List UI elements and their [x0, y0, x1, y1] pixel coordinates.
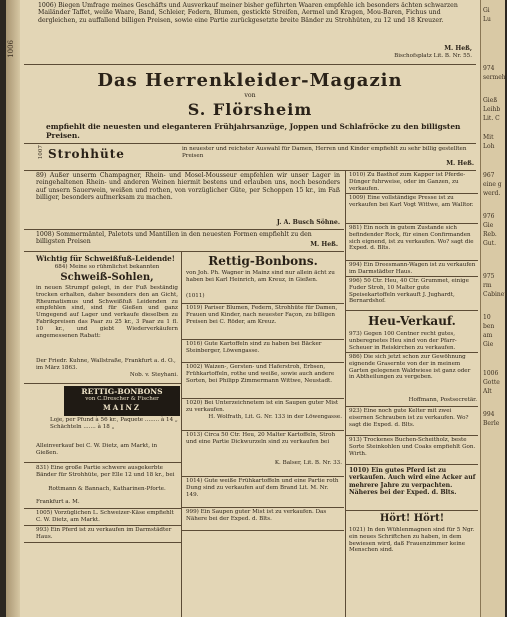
- ad-1019: 1019) Pariser Blumen, Federn, Strohhüte für Damen, Frauen und Kinder, nach neuester Façon, zu billigen Preisen bei C. Röder, am Kreuz.: [186, 305, 338, 325]
- edge-text: 10: [483, 314, 491, 321]
- divider: [346, 310, 478, 311]
- edge-text: 975: [483, 273, 495, 280]
- ad-994: 994) Ein Dreesmann-Wagen ist zu verkaufen im Darmstädter Haus.: [349, 262, 476, 275]
- ad-1010a: 1010) Zu Basthof zum Kapper ist Pferde-Dünger fuhrweise, oder im Ganzen, zu verkaufen.: [349, 172, 466, 192]
- side-label: 1006: [7, 40, 15, 58]
- divider: [182, 476, 344, 477]
- edge-text: Gieß: [483, 97, 498, 104]
- ad-1005: 1005) Vorzüglichen L. Schweizer-Käse empfiehlt C. W. Dietz, am Markt.: [36, 510, 174, 523]
- ad-1020: 1020) Bei Unterzeichnetem ist ein Saupen guter Mist zu verkaufen.: [186, 400, 339, 413]
- edge-text: 967: [483, 172, 495, 179]
- ad-831-sig: Rottmann & Bannach, Katharinen-Pforte.: [48, 486, 166, 492]
- ad-923: 923) Eine noch gute Kelter mit zwei eisernen Schrauben ist zu verkaufen. Wo? sagt die Exped. d. Blts.: [349, 408, 469, 428]
- ad-981: 981) Ein noch in gutem Zustande sich befindender Rock, für einen Confirmanden sich eignend, ist zu verkaufen. Wo? sagt die Exped. d. Blts.: [349, 225, 474, 252]
- rettig-seller: Alleinverkauf bei C. W. Dietz, am Markt, in Gießen.: [36, 443, 158, 456]
- divider: [24, 462, 181, 463]
- ad-1006-address: Bischofsplatz Lit. B. Nr. 55.: [394, 53, 472, 59]
- rettig-banner-sub: von C.Drescher & Fischer: [85, 396, 159, 402]
- ad-831: 831) Eine große Partie schwere ausgekerbte Bänder für Strohhüte, per Elle 12 und 18 kr., bei: [36, 465, 175, 478]
- divider: [24, 64, 476, 65]
- edge-text: Mit: [483, 134, 494, 141]
- divider: [24, 508, 181, 509]
- edge-text: rm: [483, 282, 492, 289]
- divider: [346, 260, 478, 261]
- edge-text: 1006: [483, 370, 499, 377]
- ad-1016: 1016) Gute Kartoffeln sind zu haben bei Bäcker Steinberger, Löwengasse.: [186, 341, 322, 354]
- edge-text: 994: [483, 411, 495, 418]
- ad-1006-text: 1006) Biegen Umfrage meines Geschäfts und Ausverkauf meiner bisher geführten Waaren empfehle ich besonders ächten schwarzen Mailänder Taffet, weiße Waare, Band, Schleier, Federn, Blumen, gestickte Streifen, Aermel und Kragen, Mou-Baren, Fichus und dergleichen, zu auffallend billigen Preisen, sowie eine Partie zurückgesetzte breite Bänder zu Strohhüten, zu 12 und 18 Kreuzer.: [38, 2, 458, 24]
- adjacent-page-edge: [480, 0, 505, 617]
- strohhuete-num: 1007: [38, 145, 44, 160]
- divider: [346, 435, 478, 436]
- ad-1008: 1008) Sommermäntel, Paletots und Mantillen in den neuesten Formen empfiehlt zu den billigsten Preisen: [36, 231, 312, 246]
- divider: [346, 352, 478, 353]
- divider: [24, 542, 181, 543]
- edge-text: Gi: [483, 7, 490, 14]
- ad-1010b: 1010) Ein gutes Pferd ist zu verkaufen. Auch wird eine Acker auf mehrere Jahre zu verpachten. Näheres bei der Exped. d. Blts.: [349, 467, 476, 497]
- divider: [346, 193, 478, 194]
- ad-1011: (1011): [186, 293, 205, 299]
- magazin-owner: S. Flörsheim: [187, 100, 313, 119]
- rettig-prices: Loje, per Pfund à 56 kr., Paquete ........ à 14 „ Schächteln ....... à 18 „: [50, 417, 178, 430]
- heu-heading: Heu-Verkauf.: [368, 314, 456, 328]
- divider: [182, 362, 344, 363]
- edge-text: Lu: [483, 16, 491, 23]
- ad-831-loc: Frankfurt a. M.: [36, 499, 80, 505]
- edge-text: Leihb: [483, 106, 501, 113]
- divider: [182, 398, 344, 399]
- edge-text: Reb.: [483, 231, 497, 238]
- edge-text: 974: [483, 65, 495, 72]
- divider: [182, 507, 344, 508]
- rettig-banner: [64, 386, 180, 416]
- ad-913: 913) Trockenes Buchen-Scheitholz, beste Sorte Steinkohlen und Coaks empfiehlt Gon. Wirth.: [349, 437, 476, 457]
- edge-text: Gotte: [483, 379, 500, 386]
- ad-684-title: Schweiß-Sohlen,: [60, 272, 154, 283]
- divider: [24, 143, 476, 144]
- magazin-text: empfiehlt die neuesten und eleganteren Frühjahrsanzüge, Joppen und Schlafröcke zu den billigsten Preisen.: [46, 122, 461, 141]
- strohhuete-text: in neuester und reichster Auswahl für Damen, Herren und Kinder empfiehlt zu sehr billig gestellten Preisen: [182, 146, 467, 159]
- edge-text: ben: [483, 323, 495, 330]
- edge-text: sermeh: [483, 74, 506, 81]
- newspaper-page: [6, 0, 480, 617]
- edge-text: Gie: [483, 222, 494, 229]
- rettig-banner-city: MAINZ: [103, 403, 141, 412]
- ad-684-text: in neuen Strumpf gelegt, in der Fuß beständig trocken erhalten, daher besonders den an Gicht, Rheumatismus und Schweißfuß Leidenden zu empfehlen sind, sind für Gießen und ganz Umgegend auf Lager und verkaufe dieselben zu Fabrikpreisen das Paar zu 25 kr., 3 Paar zu 1 fl. 10 kr., und giebt Wiederverkäufern angemessenen Rabatt:: [36, 285, 178, 339]
- ad-684-sig2: Nob. v. Steyhani.: [129, 372, 178, 378]
- ad-1009-text: von Joh. Ph. Wagner in Mainz sind nur allein ächt zu haben bei Karl Heinrich, am Kreuz, in Gießen.: [186, 270, 335, 283]
- divider: [24, 251, 344, 252]
- divider: [346, 223, 478, 224]
- divider: [24, 525, 181, 526]
- hoert-heading: Hört! Hört!: [379, 513, 445, 524]
- ad-1002: 1002) Waizen-, Gersten- und Haferstroh, Erbsen, Frühkartoffeln, rothe und weiße, sowie auch andere Sorten, bei Philipp Zimmermann Wittwe, Neustadt.: [186, 364, 335, 384]
- ad-89-signature: J. A. Busch Söhne.: [276, 219, 340, 226]
- page-gutter: [6, 0, 20, 617]
- edge-text: Alt: [483, 388, 492, 395]
- ad-986-sig: Hoffmann, Postsecretär.: [408, 397, 477, 403]
- divider: [182, 430, 344, 431]
- ad-1013: 1013) Circa 50 Ctr. Heu, 20 Malter Kartoffeln, Stroh und eine Partie Dickwurzeln sind zu verkaufen bei: [186, 432, 336, 445]
- column-rule: [181, 251, 182, 617]
- divider: [346, 510, 478, 511]
- edge-text: 976: [483, 213, 495, 220]
- ad-1006: [38, 2, 474, 24]
- edge-text: Gut.: [483, 240, 496, 247]
- divider: [346, 406, 478, 407]
- edge-text: werd.: [483, 190, 501, 197]
- divider: [24, 170, 476, 171]
- magazin-heading: Das Herrenkleider-Magazin: [97, 70, 403, 91]
- edge-text: Cabinet: [483, 291, 507, 298]
- rettig-banner-title: RETTIG-BONBONS: [81, 387, 163, 396]
- ad-999: 999) Ein Saupen guter Mist ist zu verkaufen. Das Nähere bei der Exped. d. Blts.: [186, 509, 327, 522]
- edge-text: Loh: [483, 143, 495, 150]
- strohhuete-title: Strohhüte: [48, 147, 125, 161]
- ad-1021: 1021) In den Wühlenmagnen sind für 5 Ngr. ein neues Schriftchen zu haben, in dem bewiesen wird, daß Frauenzimmer keine Menschen sind.: [349, 527, 475, 554]
- ad-986: 986) Die sich jetzt schon zur Gewöhnung eignende Grasernte von der in meinem Garten gelegenen Waldwiese ist ganz oder in Abtheilungen zu vergeben.: [349, 354, 471, 381]
- ad-684-sig: Der Friedr. Kuhne, Wallstraße, Frankfurt a. d. O., im März 1863.: [36, 358, 176, 371]
- ad-89: 89) Außer unserm Champagner, Rhein- und Mosel-Mousseur empfehlen wir unser Lager in reingehaltenen Rhein- und anderen Weinen hiermit bestens und erlauben uns, noch besonders auf unsern Sauerwein, weißen und rothen, von vorzüglicher Güte, per Schoppen 15 kr., im Faß billiger, besonders aufmerksam zu machen.: [36, 172, 340, 202]
- divider: [24, 383, 181, 384]
- divider: [24, 229, 344, 230]
- strohhuete-sig: M. Heß.: [446, 160, 474, 167]
- ad-1006-signature: M. Heß,: [444, 45, 472, 52]
- edge-text: am: [483, 332, 493, 339]
- ad-973: 973) Gegen 100 Centner recht gutes, unberegnetes Heu sind von der Pfarr-Scheuer in Reiskirchen zu verkaufen.: [349, 331, 457, 351]
- divider: [182, 530, 344, 531]
- divider: [346, 276, 478, 277]
- edge-text: Lit. C: [483, 115, 500, 122]
- divider: [182, 339, 344, 340]
- ad-684-intro: 684) Meine so rühmlichst bekannten: [54, 264, 160, 270]
- ad-1014: 1014) Gute weiße Frühkartoffeln und eine Partie roth Dung sind zu verkaufen auf dem Brand Lit. M. Nr. 149.: [186, 478, 339, 498]
- ad-1013-sig: K. Balser, Lit. B. Nr. 33.: [274, 460, 342, 466]
- column-rule: [345, 170, 346, 617]
- ad-1008-sig: M. Heß.: [310, 241, 338, 248]
- ad-1020-sig: H. Wolfrath, Lit. G. Nr. 133 in der Löwengasse.: [208, 414, 342, 420]
- edge-text: Berle: [483, 420, 500, 427]
- ad-684-heading: Wichtig für Schweißfuß-Leidende!: [36, 254, 175, 263]
- edge-text: eine g: [483, 181, 502, 188]
- magazin-von: von: [244, 92, 256, 99]
- edge-text: Gie: [483, 341, 494, 348]
- ad-1009b: 1009) Eine vollständige Presse ist zu verkaufen bei Karl Vogt Wittwe, am Walltor.: [349, 195, 474, 208]
- ad-993: 993) Ein Pferd ist zu verkaufen im Darmstädter Haus.: [36, 527, 172, 540]
- divider: [182, 303, 344, 304]
- ad-1009-title: Rettig-Bonbons.: [208, 254, 318, 268]
- ad-996: 996) 50 Ctr. Heu, 40 Ctr. Grummet, einige Fuder Stroh, 10 Malter gute Speisekartoffeln verkauft J. Jughardt, Bernardshof.: [349, 278, 469, 305]
- divider: [346, 464, 478, 465]
